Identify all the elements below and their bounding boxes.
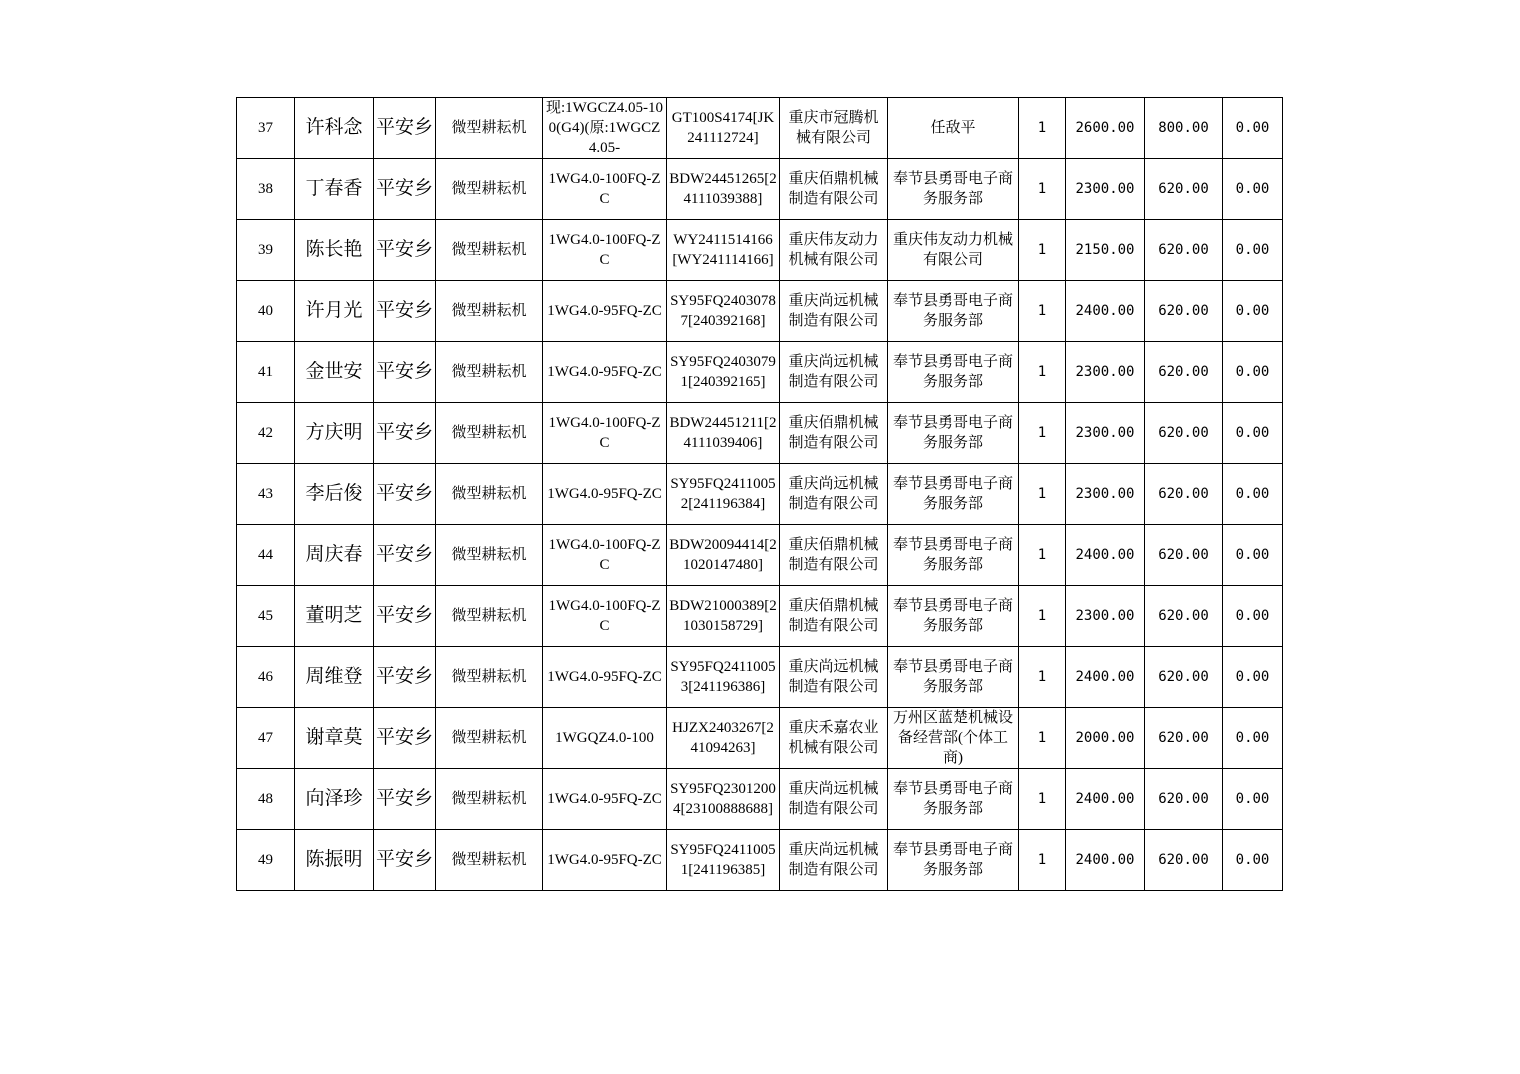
subsidy-amount-cell: 620.00 [1145,830,1223,891]
machine-type-cell: 微型耕耘机 [436,525,543,586]
subsidy-amount-cell: 620.00 [1145,342,1223,403]
sale-price-cell: 2400.00 [1066,525,1145,586]
machine-type-cell: 微型耕耘机 [436,586,543,647]
manufacturer-cell: 重庆佰鼎机械制造有限公司 [780,525,888,586]
row-number-cell: 37 [237,98,295,159]
model-cell: 1WG4.0-100FQ-ZC [543,220,667,281]
model-cell: 1WG4.0-95FQ-ZC [543,830,667,891]
township-cell: 平安乡 [374,830,436,891]
serial-number-cell: SY95FQ24110053[241196386] [667,647,780,708]
subsidy-amount-cell: 620.00 [1145,159,1223,220]
quantity-cell: 1 [1019,281,1066,342]
subsidy-amount-cell: 620.00 [1145,586,1223,647]
model-cell: 1WG4.0-100FQ-ZC [543,525,667,586]
dealer-cell: 奉节县勇哥电子商务服务部 [888,159,1019,220]
manufacturer-cell: 重庆佰鼎机械制造有限公司 [780,586,888,647]
farmer-name-cell: 陈长艳 [295,220,374,281]
serial-number-cell: SY95FQ24030791[240392165] [667,342,780,403]
dealer-cell: 奉节县勇哥电子商务服务部 [888,647,1019,708]
extra-subsidy-cell: 0.00 [1223,403,1283,464]
manufacturer-cell: 重庆伟友动力机械有限公司 [780,220,888,281]
farmer-name-cell: 丁春香 [295,159,374,220]
township-cell: 平安乡 [374,281,436,342]
machine-type-cell: 微型耕耘机 [436,403,543,464]
sale-price-cell: 2400.00 [1066,281,1145,342]
extra-subsidy-cell: 0.00 [1223,647,1283,708]
sale-price-cell: 2150.00 [1066,220,1145,281]
table-row [237,159,1283,220]
farmer-name-cell: 许月光 [295,281,374,342]
township-cell: 平安乡 [374,159,436,220]
model-cell [543,98,667,159]
extra-subsidy-cell: 0.00 [1223,342,1283,403]
serial-number-cell: SY95FQ23012004[23100888688] [667,769,780,830]
dealer-cell: 奉节县勇哥电子商务服务部 [888,464,1019,525]
quantity-cell: 1 [1019,98,1066,159]
quantity-cell: 1 [1019,464,1066,525]
dealer-cell: 任敌平 [888,98,1019,159]
machine-type-cell: 微型耕耘机 [436,769,543,830]
manufacturer-cell: 重庆市冠腾机械有限公司 [780,98,888,159]
table-row [237,830,1283,891]
sale-price-cell: 2300.00 [1066,464,1145,525]
manufacturer-cell: 重庆尚远机械制造有限公司 [780,342,888,403]
table-row [237,98,1283,159]
quantity-cell: 1 [1019,708,1066,769]
quantity-cell: 1 [1019,586,1066,647]
machine-type-cell: 微型耕耘机 [436,647,543,708]
sale-price-cell: 2000.00 [1066,708,1145,769]
farmer-name-cell: 周庆春 [295,525,374,586]
township-cell: 平安乡 [374,464,436,525]
extra-subsidy-cell: 0.00 [1223,708,1283,769]
farmer-name-cell: 方庆明 [295,403,374,464]
extra-subsidy-cell: 0.00 [1223,281,1283,342]
farmer-name-cell: 李后俊 [295,464,374,525]
manufacturer-cell: 重庆佰鼎机械制造有限公司 [780,159,888,220]
sale-price-cell: 2300.00 [1066,586,1145,647]
manufacturer-cell: 重庆尚远机械制造有限公司 [780,281,888,342]
dealer-cell: 奉节县勇哥电子商务服务部 [888,403,1019,464]
quantity-cell: 1 [1019,647,1066,708]
model-cell: 1WG4.0-100FQ-ZC [543,403,667,464]
quantity-cell: 1 [1019,342,1066,403]
table-body [237,98,1283,891]
serial-number-cell: BDW20094414[21020147480] [667,525,780,586]
manufacturer-cell: 重庆佰鼎机械制造有限公司 [780,403,888,464]
farmer-name-cell: 陈振明 [295,830,374,891]
row-number-cell: 40 [237,281,295,342]
farmer-name-cell: 周维登 [295,647,374,708]
machine-type-cell: 微型耕耘机 [436,464,543,525]
subsidy-amount-cell: 620.00 [1145,525,1223,586]
model-cell: 1WG4.0-95FQ-ZC [543,342,667,403]
machine-type-cell: 微型耕耘机 [436,98,543,159]
machine-type-cell: 微型耕耘机 [436,281,543,342]
serial-number-cell: SY95FQ24030787[240392168] [667,281,780,342]
township-cell: 平安乡 [374,586,436,647]
dealer-cell: 奉节县勇哥电子商务服务部 [888,769,1019,830]
extra-subsidy-cell: 0.00 [1223,98,1283,159]
dealer-cell: 奉节县勇哥电子商务服务部 [888,586,1019,647]
row-number-cell: 49 [237,830,295,891]
manufacturer-cell: 重庆禾嘉农业机械有限公司 [780,708,888,769]
subsidy-amount-cell: 620.00 [1145,769,1223,830]
township-cell: 平安乡 [374,342,436,403]
extra-subsidy-cell: 0.00 [1223,586,1283,647]
extra-subsidy-cell: 0.00 [1223,159,1283,220]
model-cell: 1WG4.0-95FQ-ZC [543,464,667,525]
subsidy-amount-cell: 620.00 [1145,403,1223,464]
row-number-cell: 48 [237,769,295,830]
subsidy-amount-cell: 620.00 [1145,220,1223,281]
table-row [237,464,1283,525]
subsidy-amount-cell: 620.00 [1145,647,1223,708]
serial-number-cell: BDW24451211[24111039406] [667,403,780,464]
table-row [237,647,1283,708]
township-cell: 平安乡 [374,98,436,159]
model-cell: 1WG4.0-95FQ-ZC [543,769,667,830]
serial-number-cell: SY95FQ24110052[241196384] [667,464,780,525]
subsidy-amount-cell: 620.00 [1145,708,1223,769]
dealer-cell: 万州区蓝楚机械设备经营部(个体工商) [888,708,1019,769]
model-cell: 1WG4.0-100FQ-ZC [543,586,667,647]
quantity-cell: 1 [1019,403,1066,464]
model-cell: 1WG4.0-100FQ-ZC [543,159,667,220]
row-number-cell: 47 [237,708,295,769]
machine-type-cell: 微型耕耘机 [436,220,543,281]
sale-price-cell: 2400.00 [1066,769,1145,830]
machine-type-cell: 微型耕耘机 [436,342,543,403]
quantity-cell: 1 [1019,220,1066,281]
machine-type-cell: 微型耕耘机 [436,159,543,220]
quantity-cell: 1 [1019,830,1066,891]
dealer-cell: 奉节县勇哥电子商务服务部 [888,281,1019,342]
sale-price-cell: 2300.00 [1066,159,1145,220]
dealer-cell: 奉节县勇哥电子商务服务部 [888,830,1019,891]
model-cell: 1WGQZ4.0-100 [543,708,667,769]
serial-number-cell: BDW24451265[24111039388] [667,159,780,220]
township-cell: 平安乡 [374,708,436,769]
serial-number-cell: HJZX2403267[241094263] [667,708,780,769]
serial-number-cell: BDW21000389[21030158729] [667,586,780,647]
subsidy-table [236,97,1283,891]
model-cell: 1WG4.0-95FQ-ZC [543,281,667,342]
serial-number-cell: GT100S4174[JK241112724] [667,98,780,159]
quantity-cell: 1 [1019,769,1066,830]
extra-subsidy-cell: 0.00 [1223,220,1283,281]
row-number-cell: 46 [237,647,295,708]
table-row [237,342,1283,403]
farmer-name-cell: 向泽珍 [295,769,374,830]
extra-subsidy-cell: 0.00 [1223,464,1283,525]
sale-price-cell: 2300.00 [1066,342,1145,403]
township-cell: 平安乡 [374,220,436,281]
serial-number-cell: WY2411514166[WY241114166] [667,220,780,281]
machine-type-cell: 微型耕耘机 [436,830,543,891]
extra-subsidy-cell: 0.00 [1223,830,1283,891]
township-cell: 平安乡 [374,403,436,464]
dealer-cell: 重庆伟友动力机械有限公司 [888,220,1019,281]
sale-price-cell: 2600.00 [1066,98,1145,159]
row-number-cell: 38 [237,159,295,220]
serial-number-cell: SY95FQ24110051[241196385] [667,830,780,891]
model-cell-text: 现:1WGCZ4.05-100(G4)(原:1WGCZ4.05- [545,100,664,156]
table-row [237,708,1283,769]
manufacturer-cell: 重庆尚远机械制造有限公司 [780,769,888,830]
quantity-cell: 1 [1019,159,1066,220]
machine-type-cell: 微型耕耘机 [436,708,543,769]
table-row [237,586,1283,647]
row-number-cell: 45 [237,586,295,647]
sale-price-cell: 2400.00 [1066,830,1145,891]
manufacturer-cell: 重庆尚远机械制造有限公司 [780,830,888,891]
farmer-name-cell: 谢章莫 [295,708,374,769]
sale-price-cell: 2400.00 [1066,647,1145,708]
table-row [237,281,1283,342]
extra-subsidy-cell: 0.00 [1223,525,1283,586]
farmer-name-cell: 金世安 [295,342,374,403]
row-number-cell: 41 [237,342,295,403]
dealer-cell: 奉节县勇哥电子商务服务部 [888,525,1019,586]
row-number-cell: 39 [237,220,295,281]
table-row [237,403,1283,464]
extra-subsidy-cell: 0.00 [1223,769,1283,830]
township-cell: 平安乡 [374,525,436,586]
subsidy-amount-cell: 620.00 [1145,464,1223,525]
farmer-name-cell: 董明芝 [295,586,374,647]
subsidy-amount-cell: 620.00 [1145,281,1223,342]
row-number-cell: 44 [237,525,295,586]
subsidy-amount-cell: 800.00 [1145,98,1223,159]
row-number-cell: 43 [237,464,295,525]
table-row [237,769,1283,830]
row-number-cell: 42 [237,403,295,464]
model-cell: 1WG4.0-95FQ-ZC [543,647,667,708]
table-row [237,220,1283,281]
township-cell: 平安乡 [374,769,436,830]
table-row [237,525,1283,586]
dealer-cell: 奉节县勇哥电子商务服务部 [888,342,1019,403]
farmer-name-cell: 许科念 [295,98,374,159]
quantity-cell: 1 [1019,525,1066,586]
manufacturer-cell: 重庆尚远机械制造有限公司 [780,647,888,708]
township-cell: 平安乡 [374,647,436,708]
manufacturer-cell: 重庆尚远机械制造有限公司 [780,464,888,525]
sale-price-cell: 2300.00 [1066,403,1145,464]
